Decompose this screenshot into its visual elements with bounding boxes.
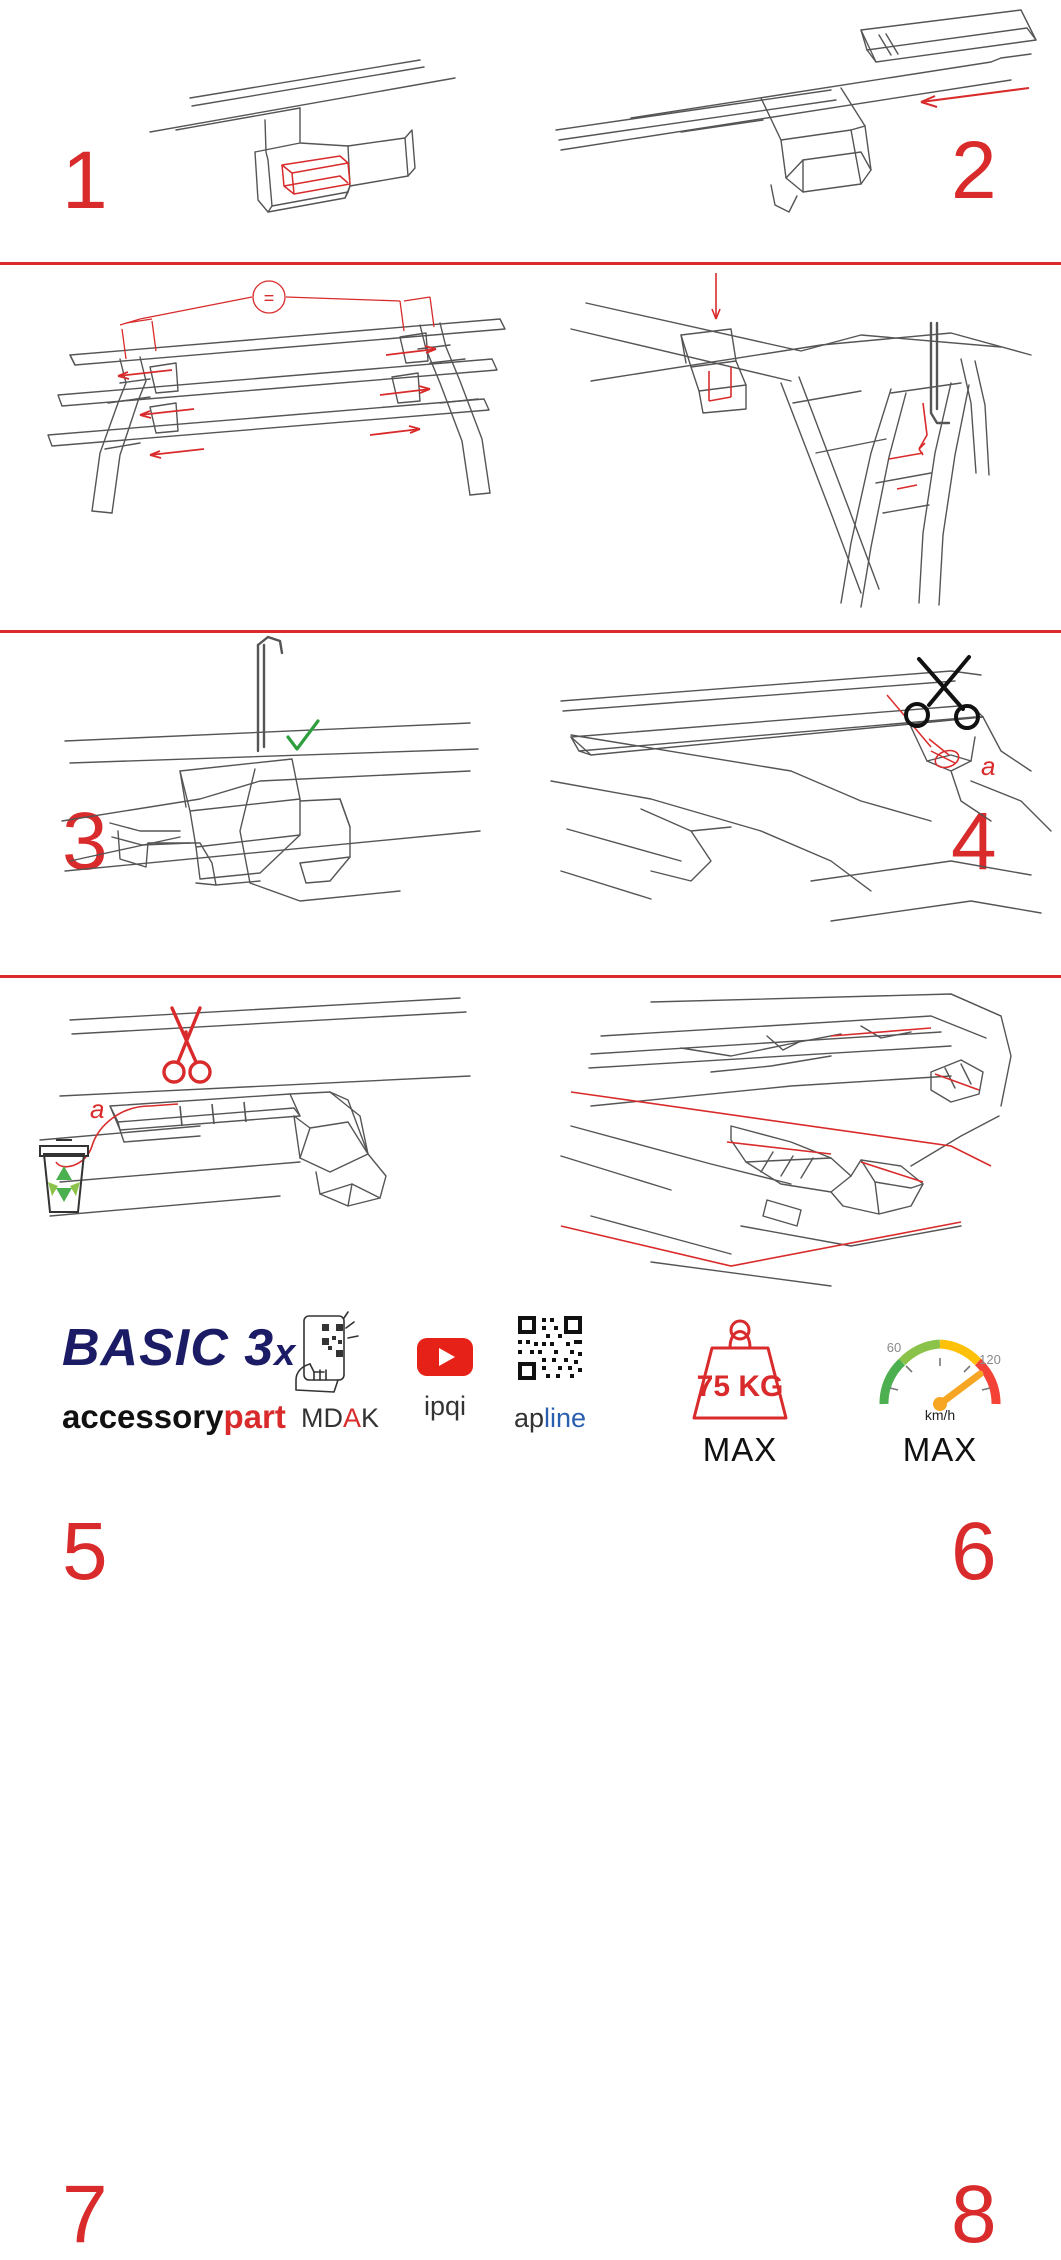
check-icon (288, 721, 318, 749)
step-number-2: 2 (951, 125, 997, 216)
step-number-8: 8 (951, 2169, 997, 2260)
step-panel-1 (0, 0, 530, 262)
logo-apline-suffix: line (544, 1403, 587, 1433)
logo-mdak-prefix: MD (300, 1403, 343, 1433)
product-name (62, 1318, 296, 1378)
brand-strip (0, 1290, 1061, 1500)
step-number-5: 5 (62, 1506, 108, 1597)
step-7-illustration (0, 976, 530, 1290)
step-number-1: 1 (62, 135, 108, 226)
speed-unit: km/h (924, 1407, 956, 1423)
step-number-7: 7 (62, 2169, 108, 2260)
step-3-equal-label: = (263, 288, 275, 308)
load-limit-label: MAX (702, 1431, 778, 1468)
step-panel-2 (531, 0, 1061, 262)
company-name (62, 1398, 286, 1436)
logo-ipqi-label: ipqi (423, 1391, 467, 1421)
speed-tick-120: 120 (979, 1352, 1001, 1367)
logo-apline-prefix: ap (513, 1403, 544, 1433)
speedometer-icon (850, 1304, 1030, 1424)
logo-apline-label (480, 1403, 620, 1434)
product-name-suffix: x (274, 1332, 297, 1374)
youtube-icon (400, 1328, 490, 1386)
step-6-illustration (531, 631, 1061, 975)
logo-mdak-label (280, 1403, 400, 1434)
load-limit-value: 75 KG (696, 1370, 784, 1403)
speed-limit (850, 1304, 1030, 1469)
hand-phone-qr-icon (280, 1310, 400, 1398)
logo-ipqi[interactable] (400, 1328, 490, 1422)
logo-mdak-suffix: K (361, 1403, 380, 1433)
step-4-illustration (531, 263, 1061, 630)
speed-limit-label: MAX (902, 1431, 978, 1468)
logo-mdak-accent: A (342, 1403, 361, 1433)
step-number-4: 4 (951, 796, 997, 887)
step-5-illustration (0, 631, 530, 975)
company-name-suffix: part (223, 1398, 286, 1435)
scissors-icon-7 (164, 1008, 210, 1082)
load-limit (650, 1304, 830, 1469)
step-panel-3 (0, 263, 530, 887)
qr-code-icon (480, 1308, 620, 1398)
company-name-prefix: accessory (62, 1398, 224, 1435)
logo-apline[interactable] (480, 1308, 620, 1434)
logo-mdak[interactable] (280, 1310, 400, 1434)
product-name-text: BASIC 3 (62, 1319, 275, 1377)
step-number-6: 6 (951, 1506, 997, 1597)
recycle-bin-icon (40, 1140, 88, 1212)
step-6-label-a: a (981, 751, 996, 781)
step-number-3: 3 (62, 796, 108, 887)
step-panel-4 (531, 263, 1061, 887)
step-8-illustration (531, 976, 1061, 1290)
step-3-illustration (0, 263, 530, 630)
speed-tick-60: 60 (886, 1340, 902, 1355)
step-7-label-a: a (90, 1094, 105, 1124)
weight-icon (650, 1304, 830, 1424)
